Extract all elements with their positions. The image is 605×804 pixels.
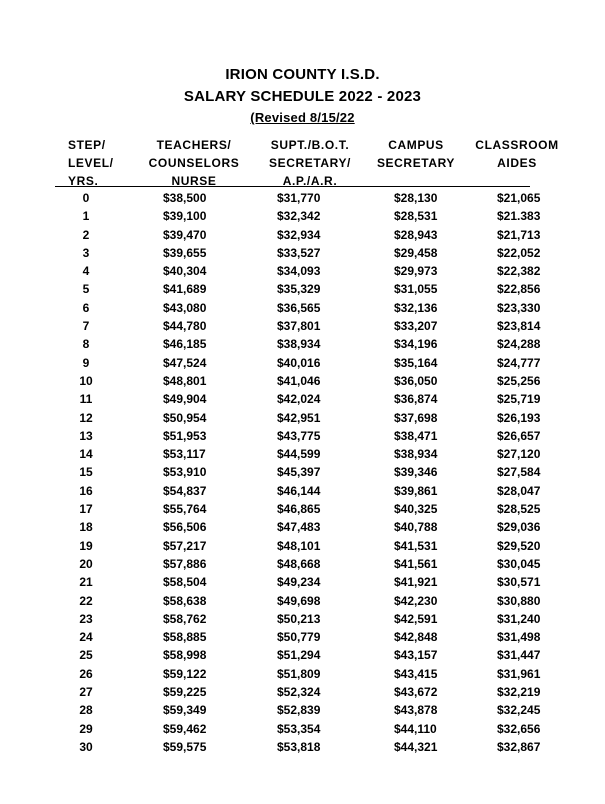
table-row: [0, 593, 605, 611]
cell-classroom: $30,571: [497, 575, 541, 590]
cell-step: 16: [79, 483, 93, 498]
table-row: [0, 300, 605, 318]
cell-teachers: $50,954: [163, 410, 207, 425]
cell-classroom: $31,240: [497, 611, 541, 626]
cell-step: 15: [79, 465, 93, 480]
cell-step: 8: [82, 337, 90, 352]
cell-step: 22: [79, 593, 93, 608]
cell-campus: $42,848: [394, 630, 438, 645]
cell-classroom: $31,447: [497, 648, 541, 663]
cell-classroom: $26,193: [497, 410, 541, 425]
cell-supt: $44,599: [277, 447, 321, 462]
cell-supt: $50,779: [277, 630, 321, 645]
cell-classroom: $31,961: [497, 666, 541, 681]
cell-supt: $31,770: [277, 191, 321, 205]
table-row: [0, 318, 605, 336]
cell-campus: $28,130: [394, 191, 438, 205]
column-header-line: SECRETARY: [376, 156, 456, 170]
table-row: [0, 446, 605, 464]
cell-step: 5: [82, 282, 90, 297]
cell-step: 10: [79, 373, 93, 388]
column-header-line: AIDES: [497, 156, 537, 170]
cell-supt: $52,324: [277, 685, 321, 700]
cell-campus: $41,531: [394, 538, 438, 553]
cell-campus: $40,325: [394, 502, 438, 517]
cell-teachers: $58,762: [163, 611, 207, 626]
cell-step: 24: [79, 630, 93, 645]
cell-teachers: $59,122: [163, 666, 207, 681]
cell-step: 6: [82, 300, 90, 315]
cell-step: 28: [79, 703, 93, 718]
table-row: [0, 263, 605, 281]
cell-classroom: $24,777: [497, 355, 541, 370]
cell-teachers: $58,504: [163, 575, 207, 590]
cell-step: 2: [82, 227, 90, 242]
cell-teachers: $49,904: [163, 392, 207, 407]
cell-supt: $38,934: [277, 337, 321, 352]
cell-classroom: $25,719: [497, 392, 541, 407]
cell-step: 14: [79, 447, 93, 462]
column-header-line: LEVEL/: [68, 156, 114, 170]
cell-classroom: $32,245: [497, 703, 541, 718]
cell-teachers: $55,764: [163, 502, 207, 517]
cell-supt: $47,483: [277, 520, 321, 535]
cell-campus: $34,196: [394, 337, 438, 352]
table-row: [0, 519, 605, 537]
cell-step: 17: [79, 502, 93, 517]
cell-campus: $44,321: [394, 739, 438, 754]
table-row: [0, 702, 605, 720]
cell-teachers: $58,885: [163, 630, 207, 645]
cell-campus: $42,591: [394, 611, 438, 626]
cell-classroom: $29,036: [497, 520, 541, 535]
cell-classroom: $24,288: [497, 337, 541, 352]
table-row: [0, 227, 605, 245]
table-row: [0, 281, 605, 299]
cell-step: 3: [82, 245, 90, 260]
table-row: [0, 574, 605, 592]
cell-classroom: $21.383: [497, 209, 541, 224]
cell-supt: $45,397: [277, 465, 321, 480]
table-row: [0, 629, 605, 647]
cell-supt: $42,024: [277, 392, 321, 407]
cell-supt: $42,951: [277, 410, 321, 425]
table-row: [0, 647, 605, 665]
cell-teachers: $54,837: [163, 483, 207, 498]
cell-teachers: $58,998: [163, 648, 207, 663]
cell-step: 30: [79, 739, 93, 754]
cell-supt: $43,775: [277, 428, 321, 443]
cell-classroom: $26,657: [497, 428, 541, 443]
cell-supt: $48,101: [277, 538, 321, 553]
revised-date: (Revised 8/15/22: [250, 110, 355, 125]
cell-classroom: $21,065: [497, 191, 541, 205]
cell-teachers: $41,689: [163, 282, 207, 297]
cell-campus: $28,943: [394, 227, 438, 242]
cell-campus: $44,110: [394, 721, 437, 736]
cell-classroom: $30,045: [497, 556, 541, 571]
cell-campus: $41,921: [394, 575, 438, 590]
cell-teachers: $40,304: [163, 264, 207, 279]
column-header-supt: [260, 136, 360, 190]
cell-step: 13: [79, 428, 93, 443]
cell-classroom: $28,047: [497, 483, 541, 498]
header-divider: [55, 186, 530, 187]
cell-step: 11: [79, 392, 93, 407]
table-row: [0, 391, 605, 409]
column-header-teachers: [144, 136, 244, 190]
cell-campus: $38,471: [394, 428, 438, 443]
cell-teachers: $53,117: [163, 447, 206, 462]
table-row: [0, 684, 605, 702]
table-row: [0, 245, 605, 263]
cell-campus: $28,531: [394, 209, 438, 224]
cell-teachers: $46,185: [163, 337, 207, 352]
cell-step: 19: [79, 538, 93, 553]
cell-supt: $46,144: [277, 483, 321, 498]
cell-campus: $33,207: [394, 319, 438, 334]
column-header-line: YRS.: [68, 174, 99, 188]
table-row: [0, 336, 605, 354]
cell-classroom: $29,520: [497, 538, 541, 553]
cell-supt: $53,354: [277, 721, 321, 736]
cell-teachers: $47,524: [163, 355, 207, 370]
cell-step: 25: [79, 648, 93, 663]
cell-campus: $37,698: [394, 410, 438, 425]
cell-supt: $32,934: [277, 227, 321, 242]
cell-campus: $42,230: [394, 593, 438, 608]
table-row: [0, 410, 605, 428]
cell-campus: $36,050: [394, 373, 438, 388]
document-title: IRION COUNTY I.S.D.: [225, 66, 380, 83]
column-header-classroom: [474, 136, 560, 172]
cell-supt: $52,839: [277, 703, 321, 718]
column-header-line: SECRETARY/: [268, 156, 351, 170]
cell-classroom: $23,330: [497, 300, 541, 315]
column-header-line: A.P./A.R.: [282, 174, 338, 188]
cell-classroom: $25,256: [497, 373, 541, 388]
cell-classroom: $32,656: [497, 721, 541, 736]
cell-campus: $38,934: [394, 447, 438, 462]
table-row: [0, 538, 605, 556]
cell-campus: $39,861: [394, 483, 438, 498]
cell-teachers: $56,506: [163, 520, 207, 535]
cell-campus: $43,415: [394, 666, 438, 681]
cell-supt: $50,213: [277, 611, 321, 626]
cell-classroom: $22,052: [497, 245, 541, 260]
table-row: [0, 428, 605, 446]
cell-classroom: $27,584: [497, 465, 541, 480]
cell-supt: $37,801: [277, 319, 321, 334]
cell-campus: $32,136: [394, 300, 438, 315]
column-header-line: CAMPUS: [388, 138, 444, 152]
cell-campus: $31,055: [394, 282, 438, 297]
table-row: [0, 355, 605, 373]
cell-teachers: $59,575: [163, 739, 207, 754]
cell-campus: $39,346: [394, 465, 438, 480]
table-row: [0, 373, 605, 391]
cell-campus: $36,874: [394, 392, 438, 407]
cell-step: 4: [82, 264, 90, 279]
cell-supt: $48,668: [277, 556, 321, 571]
cell-step: 20: [79, 556, 93, 571]
cell-supt: $34,093: [277, 264, 321, 279]
table-row: [0, 208, 605, 226]
cell-supt: $49,234: [277, 575, 321, 590]
column-header-step: [68, 136, 114, 190]
cell-campus: $41,561: [394, 556, 438, 571]
cell-campus: $43,157: [394, 648, 438, 663]
cell-teachers: $43,080: [163, 300, 207, 315]
table-row: [0, 611, 605, 629]
table-row: [0, 464, 605, 482]
cell-classroom: $21,713: [497, 227, 541, 242]
cell-supt: $33,527: [277, 245, 321, 260]
cell-classroom: $32,867: [497, 739, 541, 754]
table-row: [0, 190, 605, 208]
cell-step: 27: [79, 685, 93, 700]
cell-classroom: $28,525: [497, 502, 541, 517]
cell-campus: $29,973: [394, 264, 438, 279]
cell-classroom: $30,880: [497, 593, 541, 608]
table-row: [0, 721, 605, 739]
cell-supt: $40,016: [277, 355, 321, 370]
cell-step: 23: [79, 611, 93, 626]
cell-step: 9: [82, 355, 90, 370]
cell-campus: $40,788: [394, 520, 438, 535]
cell-teachers: $38,500: [163, 191, 207, 205]
table-row: [0, 556, 605, 574]
column-header-line: TEACHERS/: [156, 138, 232, 152]
cell-step: 29: [79, 721, 93, 736]
cell-teachers: $57,217: [163, 538, 207, 553]
cell-teachers: $39,655: [163, 245, 207, 260]
column-header-line: CLASSROOM: [475, 138, 559, 152]
cell-teachers: $58,638: [163, 593, 207, 608]
table-row: [0, 483, 605, 501]
cell-teachers: $39,100: [163, 209, 207, 224]
cell-step: 18: [79, 520, 93, 535]
cell-classroom: $31,498: [497, 630, 541, 645]
cell-teachers: $59,462: [163, 721, 207, 736]
cell-classroom: $22,856: [497, 282, 541, 297]
salary-table: [0, 190, 605, 757]
cell-teachers: $59,225: [163, 685, 207, 700]
cell-step: 26: [79, 666, 93, 681]
cell-teachers: $44,780: [163, 319, 207, 334]
cell-teachers: $59,349: [163, 703, 207, 718]
cell-teachers: $57,886: [163, 556, 207, 571]
cell-supt: $46,865: [277, 502, 321, 517]
cell-supt: $36,565: [277, 300, 321, 315]
cell-supt: $35,329: [277, 282, 321, 297]
cell-campus: $29,458: [394, 245, 438, 260]
cell-teachers: $51,953: [163, 428, 207, 443]
cell-classroom: $27,120: [497, 447, 541, 462]
cell-teachers: $39,470: [163, 227, 207, 242]
cell-step: 1: [82, 209, 90, 224]
cell-campus: $43,878: [394, 703, 438, 718]
cell-supt: $51,294: [277, 648, 321, 663]
column-header-line: STEP/: [68, 138, 106, 152]
cell-step: 7: [82, 319, 90, 334]
cell-step: 21: [79, 575, 93, 590]
cell-supt: $49,698: [277, 593, 321, 608]
cell-supt: $32,342: [277, 209, 321, 224]
table-row: [0, 501, 605, 519]
cell-teachers: $53,910: [163, 465, 207, 480]
table-row: [0, 666, 605, 684]
cell-campus: $35,164: [394, 355, 438, 370]
cell-classroom: $32,219: [497, 685, 541, 700]
column-header-line: SUPT./B.O.T.: [270, 138, 350, 152]
cell-supt: $51,809: [277, 666, 321, 681]
column-header-line: COUNSELORS: [148, 156, 240, 170]
column-header-campus: [376, 136, 456, 172]
table-row: [0, 739, 605, 757]
cell-teachers: $48,801: [163, 373, 207, 388]
cell-supt: $53,818: [277, 739, 321, 754]
cell-step: 0: [82, 191, 90, 205]
schedule-title: SALARY SCHEDULE 2022 - 2023: [183, 88, 422, 105]
cell-supt: $41,046: [277, 373, 321, 388]
cell-step: 12: [79, 410, 93, 425]
column-header-line: NURSE: [171, 174, 217, 188]
cell-classroom: $23,814: [497, 319, 541, 334]
cell-campus: $43,672: [394, 685, 438, 700]
cell-classroom: $22,382: [497, 264, 541, 279]
